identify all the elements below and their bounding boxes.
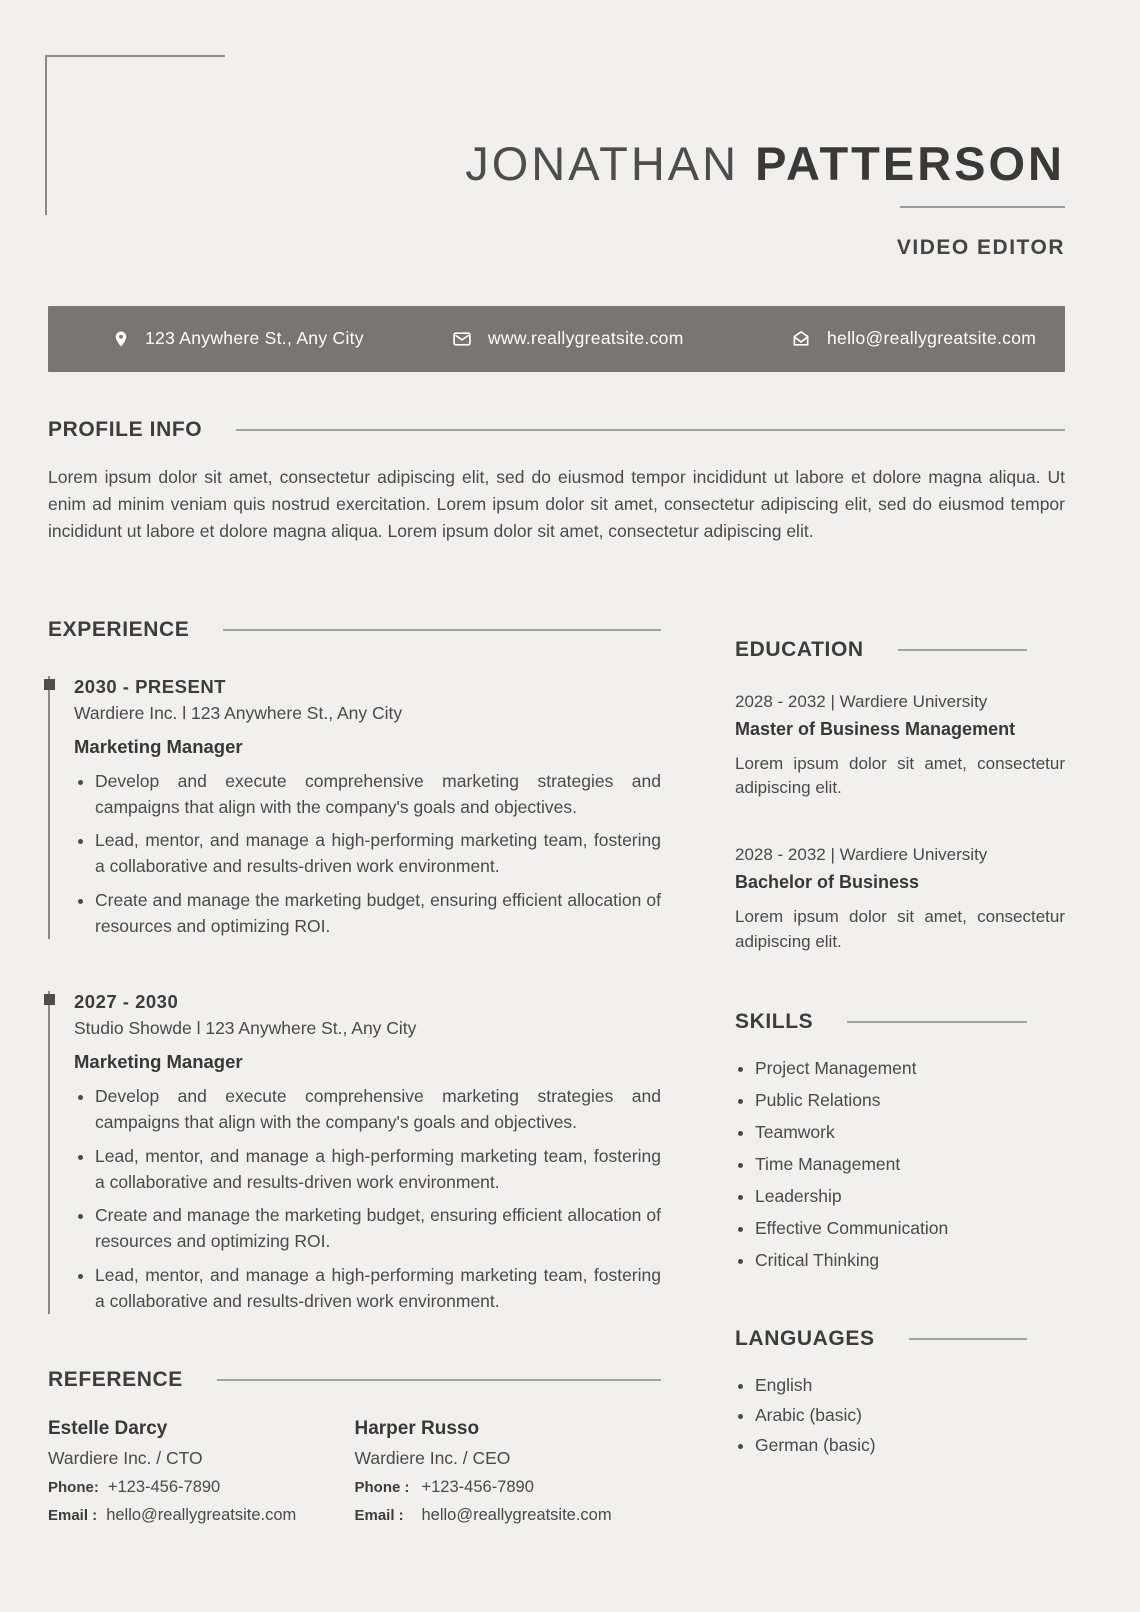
skill-item: • Critical Thinking: [755, 1250, 1065, 1271]
reference-section-header: [48, 1368, 661, 1392]
skill-item: • Public Relations: [755, 1090, 1065, 1111]
location-pin-icon: [112, 328, 130, 350]
reference-cards: [48, 1418, 661, 1525]
education-degree: Master of Business Management: [735, 718, 1016, 739]
skill-item: • Teamwork: [755, 1122, 1065, 1143]
skills-heading: SKILLS: [735, 1010, 814, 1034]
languages-heading: LANGUAGES: [735, 1327, 875, 1351]
profile-heading: PROFILE INFO: [48, 417, 203, 441]
education-section-header: [735, 638, 1065, 662]
experience-section: [48, 618, 661, 1315]
email-label: Email :: [354, 1507, 404, 1525]
left-column: [48, 618, 661, 1526]
skill-item: • Project Management: [755, 1058, 1065, 1079]
reference-name: Estelle Darcy: [48, 1418, 168, 1440]
contact-email: [726, 328, 1065, 349]
email-icon: [790, 329, 812, 349]
job-bullet-list: [74, 1083, 661, 1314]
name-underline: [900, 206, 1065, 208]
reference-email-row: [48, 1506, 355, 1525]
job-bullet: • Develop and execute comprehensive marketing strategies and campaigns that align with the company's goals and objectives.: [95, 768, 661, 821]
language-item: • Arabic (basic): [755, 1405, 1065, 1426]
education-period: 2028 - 2032 | Wardiere University: [735, 844, 988, 864]
contact-website: [387, 328, 726, 349]
experience-entry: [48, 991, 661, 1314]
last-name: PATTERSON: [755, 137, 1065, 190]
skills-section-header: [735, 1010, 1065, 1034]
education-period: 2028 - 2032 | Wardiere University: [735, 691, 988, 711]
job-bullet: • Lead, mentor, and manage a high-performing marketing team, fostering a collaborative and results-driven work environment.: [95, 1262, 661, 1315]
phone-value: +123-456-7890: [421, 1478, 534, 1497]
education-heading: EDUCATION: [735, 637, 864, 661]
profile-text: Lorem ipsum dolor sit amet, consectetur adipiscing elit, sed do eiusmod tempor incididunt ut labore et dolore magna aliqua. Ut enim ad minim veniam quis nostrud exercitation. Lorem ipsum dolor sit amet, consectetur adipiscing elit, sed do eiusmod tempor incididunt ut labore et dolore magna aliqua. Lorem ipsum dolor sit amet, consectetur adipiscing elit.: [48, 466, 1065, 542]
reference-heading-rule: [217, 1379, 661, 1381]
job-company: Studio Showde l 123 Anywhere St., Any City: [74, 1018, 417, 1039]
phone-label: Phone :: [354, 1479, 410, 1497]
job-title: Marketing Manager: [74, 735, 243, 757]
job-bullet: • Create and manage the marketing budget, ensuring efficient allocation of resources and optimizing ROI.: [95, 1202, 661, 1255]
education-description: Lorem ipsum dolor sit amet, consectetur adipiscing elit.: [735, 753, 1065, 798]
email-value: hello@reallygreatsite.com: [106, 1506, 297, 1525]
experience-heading-rule: [223, 629, 661, 631]
education-description: Lorem ipsum dolor sit amet, consectetur adipiscing elit.: [735, 906, 1065, 951]
role-title: VIDEO EDITOR: [896, 235, 1065, 259]
phone-value: +123-456-7890: [107, 1478, 221, 1497]
reference-card: [355, 1418, 662, 1525]
skills-heading-rule: [847, 1021, 1027, 1023]
job-bullet-list: [74, 768, 661, 940]
profile-heading-rule: [236, 429, 1065, 431]
education-degree: Bachelor of Business: [735, 871, 920, 892]
experience-section-header: [48, 618, 661, 642]
reference-heading: REFERENCE: [48, 1368, 183, 1392]
language-item: • English: [755, 1375, 1065, 1396]
skills-section: [735, 1010, 1065, 1271]
languages-list: [735, 1375, 1065, 1456]
contact-address: [48, 328, 387, 350]
skill-item: • Effective Communication: [755, 1218, 1065, 1239]
experience-entry: [48, 676, 661, 940]
first-name: JONATHAN: [465, 137, 740, 190]
experience-heading: EXPERIENCE: [48, 617, 190, 641]
reference-name: Harper Russo: [354, 1418, 480, 1440]
corner-frame-decoration: [45, 55, 225, 215]
job-bullet: • Lead, mentor, and manage a high-performing marketing team, fostering a collaborative and results-driven work environment.: [95, 827, 661, 880]
job-bullet: • Lead, mentor, and manage a high-performing marketing team, fostering a collaborative and results-driven work environment.: [95, 1143, 661, 1196]
job-company: Wardiere Inc. l 123 Anywhere St., Any City: [74, 702, 403, 723]
reference-email-row: [355, 1506, 662, 1525]
job-period: 2027 - 2030: [74, 991, 179, 1013]
phone-label: Phone:: [48, 1479, 99, 1497]
job-title: Marketing Manager: [74, 1051, 243, 1073]
main-columns: [48, 618, 1065, 1526]
education-entry: [735, 845, 1065, 954]
reference-phone-row: [355, 1478, 662, 1497]
job-bullet: • Develop and execute comprehensive marketing strategies and campaigns that align with the company's goals and objectives.: [95, 1083, 661, 1136]
email-label: Email :: [48, 1507, 98, 1525]
envelope-icon: [451, 329, 473, 349]
contact-email-text: hello@reallygreatsite.com: [827, 328, 1037, 349]
language-item: • German (basic): [755, 1435, 1065, 1456]
reference-card: [48, 1418, 355, 1525]
job-period: 2030 - PRESENT: [74, 675, 226, 697]
reference-position: Wardiere Inc. / CTO: [48, 1448, 203, 1469]
email-value: hello@reallygreatsite.com: [421, 1506, 612, 1525]
skills-list: [735, 1058, 1065, 1271]
languages-heading-rule: [909, 1338, 1027, 1340]
profile-section: [48, 418, 1065, 546]
education-entry: [735, 692, 1065, 801]
contact-website-text: www.reallygreatsite.com: [488, 328, 684, 349]
contact-address-text: 123 Anywhere St., Any City: [145, 328, 364, 349]
education-section: [735, 638, 1065, 955]
education-heading-rule: [898, 649, 1027, 651]
reference-position: Wardiere Inc. / CEO: [354, 1448, 511, 1469]
reference-phone-row: [48, 1478, 355, 1497]
contact-bar: [48, 306, 1065, 372]
skill-item: • Leadership: [755, 1186, 1065, 1207]
reference-section: [48, 1368, 661, 1525]
languages-section-header: [735, 1327, 1065, 1351]
job-bullet: • Create and manage the marketing budget, ensuring efficient allocation of resources and optimizing ROI.: [95, 887, 661, 940]
skill-item: • Time Management: [755, 1154, 1065, 1175]
languages-section: [735, 1327, 1065, 1456]
right-column: [735, 638, 1065, 1466]
profile-section-header: [48, 418, 1065, 442]
